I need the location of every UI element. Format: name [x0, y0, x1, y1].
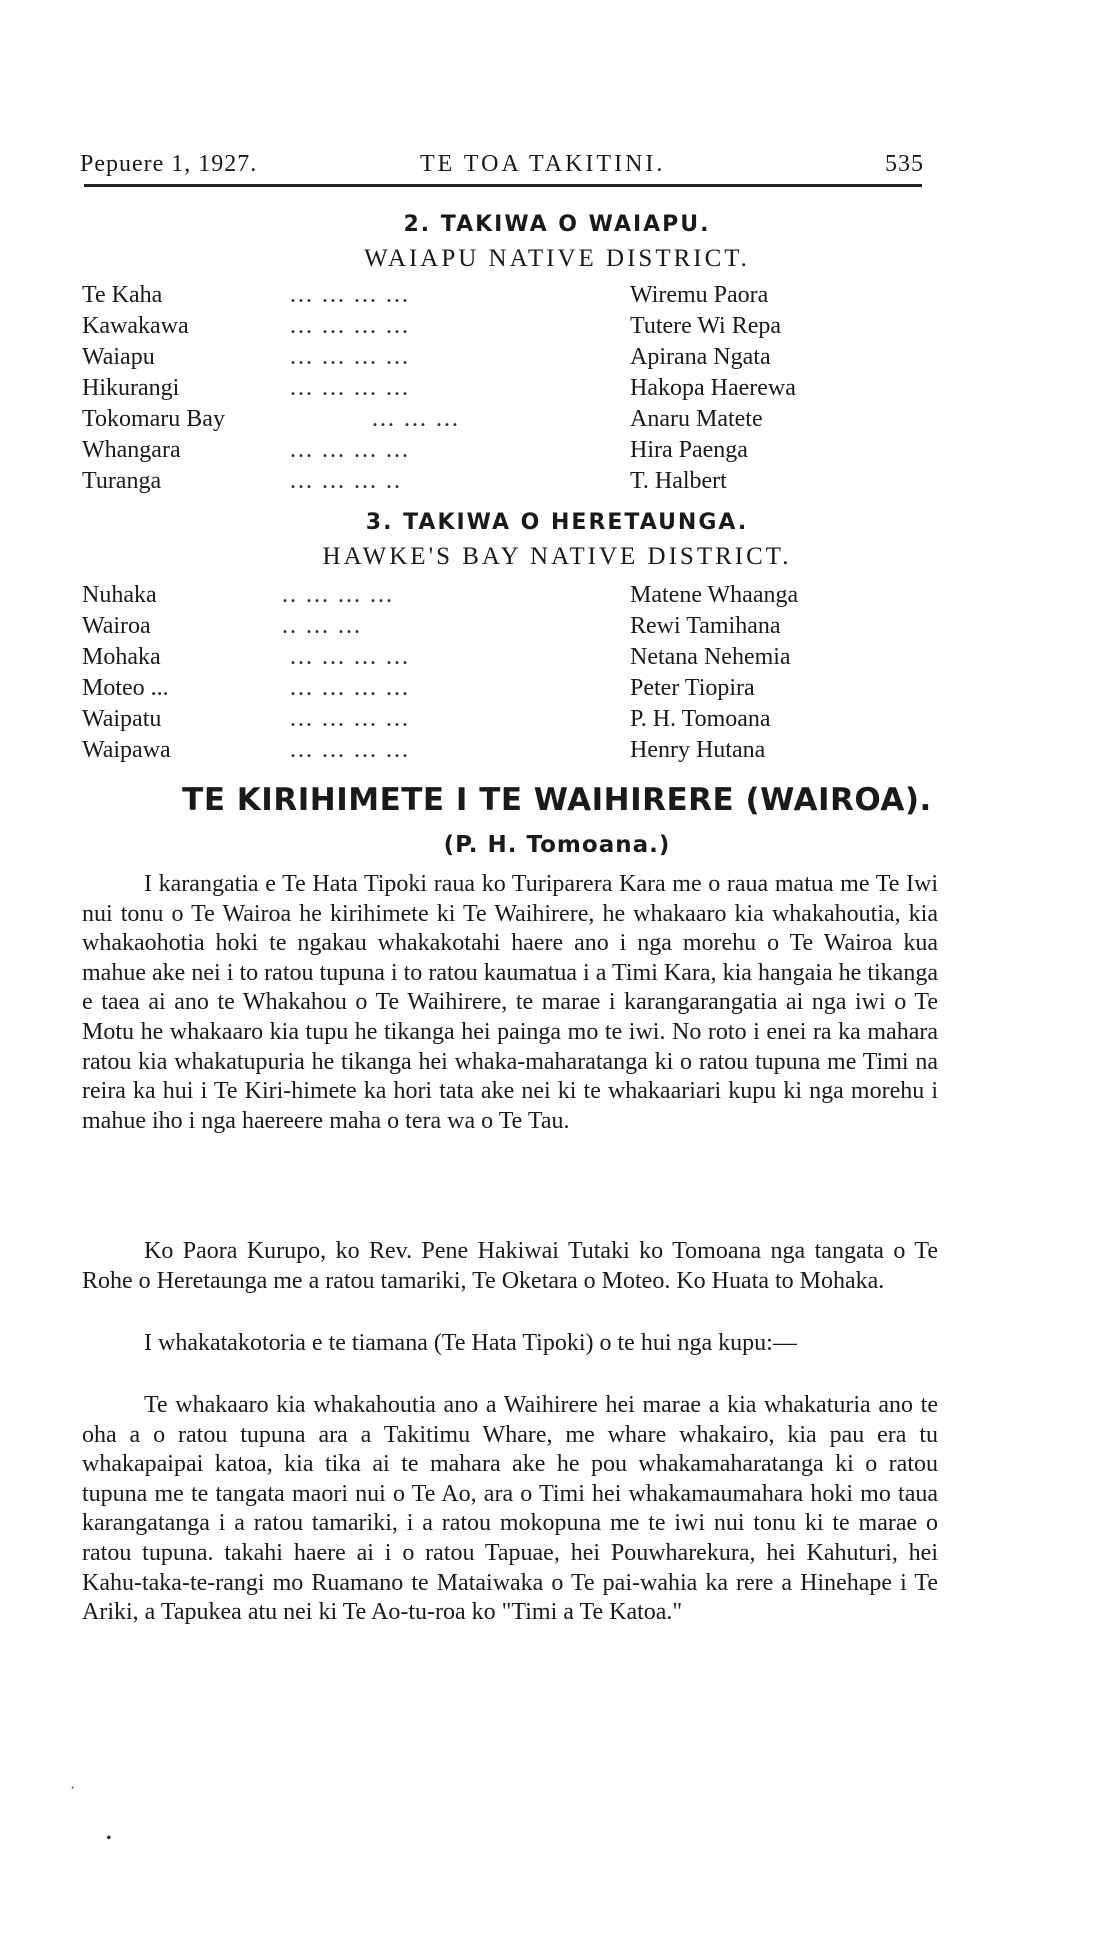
leader-dots: ... ... ... ...	[290, 644, 410, 670]
place-name: Hikurangi	[82, 375, 180, 401]
running-head	[80, 145, 924, 185]
leader-dots: ... ... ... ..	[290, 468, 402, 494]
roll-row	[82, 673, 942, 704]
leader-dots: .. ... ... ...	[282, 582, 394, 608]
roll-list-waiapu	[82, 280, 942, 497]
person-name: Hakopa Haerewa	[630, 375, 796, 401]
person-name: P. H. Tomoana	[630, 706, 771, 732]
roll-row	[82, 435, 942, 466]
section-heading-heretaunga: 3. TAKIWA O HERETAUNGA.	[365, 510, 749, 535]
leader-dots: ... ... ... ...	[290, 313, 410, 339]
roll-row	[82, 642, 942, 673]
person-name: Rewi Tamihana	[630, 613, 781, 639]
place-name: Whangara	[82, 437, 181, 463]
article-byline: (P. H. Tomoana.)	[443, 832, 671, 858]
article-paragraph: Te whakaaro kia whakahoutia ano a Waihirere hei marae a kia whakaturia ano te oha a o ratou tupuna ara a Takitimu Whare, me whare whakairo, kia pau era tu whakapaipai katoa, kia tika ai te mahara ake he pou whakamaharatanga ki o ratou tupuna me te tangata maori nui o Te Ao, ara o Timi hei whakamaumahara hoki mo taua karangatanga i a ratou tamariki, i a ratou mokopuna me te iwi nui tonu ki te marae o ratou tupuna. takahi haere ai i o ratou Tapuae, hei Pouwharekura, hei Kahuturi, hei Kahu-taka-te-rangi mo Ruamano te Mataiwaka o Te pai-wahia ka rere a Hinehape i Te Ariki, a Tapukea atu nei ki Te Ao-tu-roa ko "Timi a Te Katoa."	[82, 1392, 938, 1626]
roll-row	[82, 404, 942, 435]
leader-dots: .. ... ...	[282, 613, 362, 639]
scan-speck: ·	[70, 1780, 76, 1797]
issue-date: Pepuere 1, 1927.	[80, 151, 258, 177]
place-name: Turanga	[82, 468, 162, 494]
roll-row	[82, 704, 942, 735]
roll-row	[82, 580, 942, 611]
place-name: Kawakawa	[82, 313, 189, 339]
place-name: Mohaka	[82, 644, 161, 670]
person-name: Wiremu Paora	[630, 282, 769, 308]
person-name: Netana Nehemia	[630, 644, 791, 670]
section-subheading-waiapu: WAIAPU NATIVE DISTRICT.	[364, 245, 750, 272]
place-name: Moteo ...	[82, 675, 169, 701]
article-paragraph: I whakatakotoria e te tiamana (Te Hata Tipoki) o te hui nga kupu:—	[144, 1330, 797, 1356]
roll-row	[82, 466, 942, 497]
leader-dots: ... ... ... ...	[290, 344, 410, 370]
section-heading-waiapu: 2. TAKIWA O WAIAPU.	[403, 212, 711, 237]
article-paragraph: Ko Paora Kurupo, ko Rev. Pene Hakiwai Tutaki ko Tomoana nga tangata o Te Rohe o Heretaunga me a ratou tamariki, Te Oketara o Moteo. Ko Huata to Mohaka.	[82, 1238, 938, 1294]
article-paragraph: I karangatia e Te Hata Tipoki raua ko Turiparera Kara me o raua matua me Te Iwi nui tonu o Te Wairoa he kirihimete ki Te Waihirere, he whakaaro kia whakahoutia, kia whakaohotia hoki te ngakau whakakotahi haere ano i nga morehu o Te Wairoa kua mahue ake nei i to ratou tupuna i to ratou kaumatua i a Timi Kara, kia hangaia he tikanga e taea ai ano te Whakahou o Te Waihirere, te marae i karangarangatia ai nga iwi o Te Motu he whakaaro kia tupu he tikanga hei painga mo te iwi. No roto i enei ra ka mahara ratou kia whakatupuria he tikanga hei whaka-maharatanga ki o ratou tupuna me Timi na reira ka hui i Te Kiri-himete ka hori tata ake nei ki te whakaariari kupu ki nga morehu i mahue iho i nga haereere maha o tera wa o Te Tau.	[82, 871, 938, 1134]
place-name: Wairoa	[82, 613, 151, 639]
article-title: TE KIRIHIMETE I TE WAIHIRERE (WAIROA).	[182, 782, 932, 818]
person-name: Apirana Ngata	[630, 344, 771, 370]
scan-speck: •	[106, 1830, 112, 1847]
person-name: Anaru Matete	[630, 406, 763, 432]
roll-row	[82, 735, 942, 766]
roll-row	[82, 611, 942, 642]
leader-dots: ... ... ... ...	[290, 375, 410, 401]
section-subheading-heretaunga: HAWKE'S BAY NATIVE DISTRICT.	[322, 543, 792, 570]
leader-dots: ... ... ...	[372, 406, 460, 432]
roll-row	[82, 342, 942, 373]
leader-dots: ... ... ... ...	[290, 282, 410, 308]
roll-row	[82, 280, 942, 311]
page-number: 535	[885, 151, 924, 177]
place-name: Tokomaru Bay	[82, 406, 225, 432]
roll-list-heretaunga	[82, 580, 942, 766]
roll-row	[82, 373, 942, 404]
place-name: Te Kaha	[82, 282, 163, 308]
place-name: Waipawa	[82, 737, 171, 763]
person-name: Peter Tiopira	[630, 675, 755, 701]
person-name: Hira Paenga	[630, 437, 748, 463]
place-name: Waipatu	[82, 706, 162, 732]
place-name: Nuhaka	[82, 582, 157, 608]
person-name: Henry Hutana	[630, 737, 766, 763]
roll-row	[82, 311, 942, 342]
publication-title: TE TOA TAKITINI.	[420, 151, 666, 177]
leader-dots: ... ... ... ...	[290, 437, 410, 463]
person-name: Matene Whaanga	[630, 582, 799, 608]
place-name: Waiapu	[82, 344, 155, 370]
leader-dots: ... ... ... ...	[290, 675, 410, 701]
person-name: T. Halbert	[630, 468, 727, 494]
header-rule	[84, 184, 922, 187]
leader-dots: ... ... ... ...	[290, 706, 410, 732]
person-name: Tutere Wi Repa	[630, 313, 782, 339]
leader-dots: ... ... ... ...	[290, 737, 410, 763]
